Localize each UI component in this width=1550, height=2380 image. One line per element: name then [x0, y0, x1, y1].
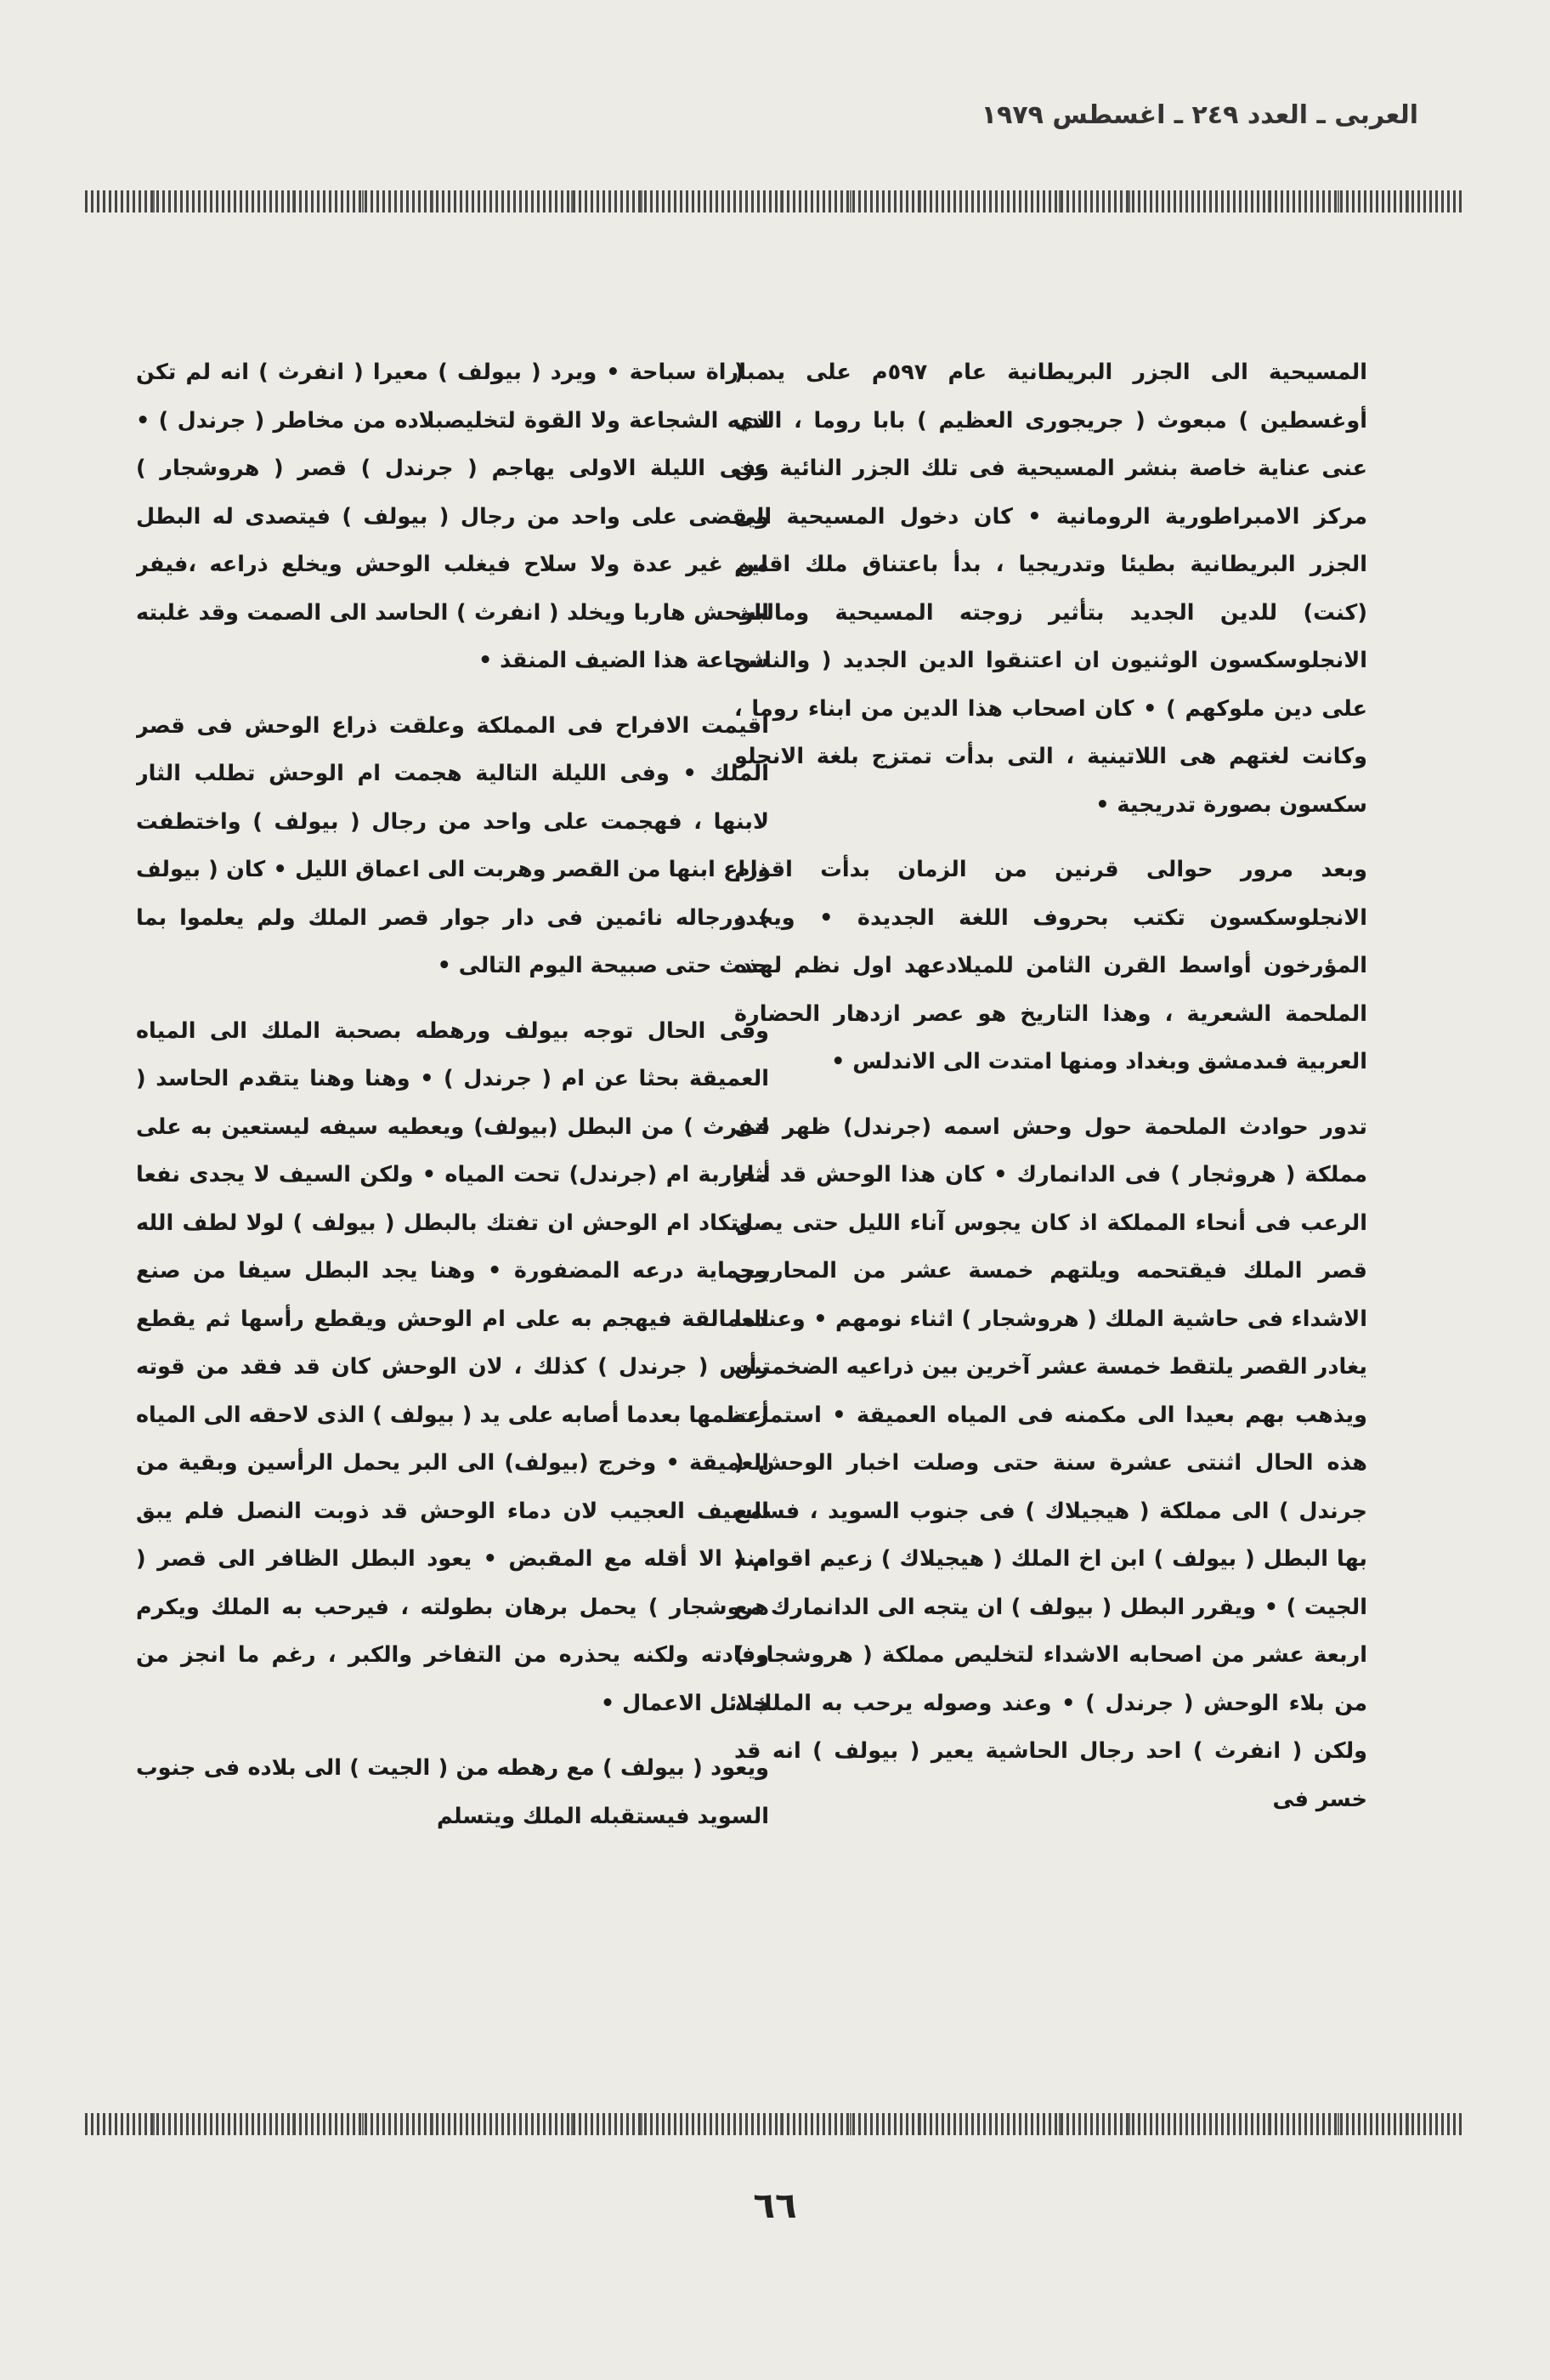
paragraph: وبعد مرور حوالى قرنين من الزمان بدأت اقوام الانجلوسكسون تكتب بحروف اللغة الجديدة • ويحدد المؤرخون أواسط القرن الثامن للميلادعهد اول نظم لهذه الملحمة الشعرية ، وهذا التاريخ هو عصر ازدهار الحضارة العربية فىدمشق وبغداد ومنها امتدت الى الاندلس •: [734, 857, 1367, 1074]
article-column-left: [136, 348, 769, 2066]
paragraph: اقيمت الافراح فى المملكة وعلقت ذراع الوحش فى قصر الملك • وفى الليلة التالية هجمت ام الوحش تطلب الثار لابنها ، فهجمت على واحد من رجال ( بيولف ) واختطفت ذراع ابنها من القصر وهربت الى اعماق الليل • كان ( بيولف ) ورجاله نائمين فى دار جوار قصر الملك ولم يعلموا بما حدث حتى صبيحة اليوم التالى •: [136, 712, 769, 978]
running-header: العربى ـ العدد ٢٤٩ ـ اغسطس ١٩٧٩: [981, 100, 1418, 130]
page-number: ٦٦: [753, 2184, 797, 2226]
bottom-divider-rule: [85, 2113, 1465, 2135]
paragraph: المسيحية الى الجزر البريطانية عام ٥٩٧م على يد ( أوغسطين ) مبعوث ( جريجورى العظيم ) بابا روما ، الذى عنى عناية خاصة بنشر المسيحية فى تلك الجزر النائية عن مركز الامبراطورية الرومانية • كان دخول المسيحية الى الجزر البريطانية بطيئا وتدريجيا ، بدأ باعتناق ملك اقليم (كنت) للدين الجديد بتأثير زوجته المسيحية ومالبث الانجلوسكسون الوثنيون ان اعتنقوا الدين الجديد ( والناس على دين ملوكهم ) • كان اصحاب هذا الدين من ابناء روما ، وكانت لغتهم هى اللاتينية ، التى بدأت تمتزج بلغة الانجلو سكسون بصورة تدريجية •: [734, 360, 1367, 818]
article-column-right: [734, 348, 1367, 2066]
paragraph: تدور حوادث الملحمة حول وحش اسمه (جرندل) ظهر فى مملكة ( هروثجار ) فى الدانمارك • كان هذا الوحش قد أثار الرعب فى أنحاء المملكة اذ كان يجوس آناء الليل حتى يصل قصر الملك فيقتحمه ويلتهم خمسة عشر من المحاربين الاشداء فى حاشية الملك ( هروشجار ) اثناء نومهم • وعندما يغادر القصر يلتقط خمسة عشر آخرين بين ذراعيه الضخمتين ويذهب بهم بعيدا الى مكمنه فى المياه العميقة • استمرت هذه الحال اثنتى عشرة سنة حتى وصلت اخبار الوحش ( جرندل ) الى مملكة ( هيجيلاك ) فى جنوب السويد ، فسمع بها البطل ( بيولف ) ابن اخ الملك ( هيجيلاك ) زعيم اقوام ( الجيت ) • ويقرر البطل ( بيولف ) ان يتجه الى الدانمارك مع اربعة عشر من اصحابه الاشداء لتخليص مملكة ( هروشجار ) من بلاء الوحش ( جرندل ) • وعند وصوله يرحب به الملك ، ولكن ( انفرث ) احد رجال الحاشية يعير ( بيولف ) انه قد خسر فى: [734, 1114, 1367, 1812]
paragraph: وفى الحال توجه بيولف ورهطه بصحبة الملك الى المياه العميقة بحثا عن ام ( جرندل ) • وهنا وهنا يتقدم الحاسد ( انفرث ) من البطل (بيولف) ويعطيه سيفه ليستعين به على محاربة ام (جرندل) تحت المياه • ولكن السيف لا يجدى نفعا ، وتكاد ام الوحش ان تفتك بالبطل ( بيولف ) لولا لطف الله وحماية درعه المضفورة • وهنا يجد البطل سيفا من صنع العمالقة فيهجم به على ام الوحش ويقطع رأسها ثم يقطع رأس ( جرندل ) كذلك ، لان الوحش كان قد فقد من قوته أعظمها بعدما أصابه على يد ( بيولف ) الذى لاحقه الى المياه العميقة • وخرج (بيولف) الى البر يحمل الرأسين وبقية من السيف العجيب لان دماء الوحش قد ذوبت النصل فلم يبق منه الا أقله مع المقبض • يعود البطل الظافر الى قصر ( هروشجار ) يحمل برهان بطولته ، فيرحب به الملك ويكرم وفادته ولكنه يحذره من التفاخر والكبر ، رغم ما انجز من جلائل الاعمال •: [136, 1017, 769, 1716]
paragraph: ويعود ( بيولف ) مع رهطه من ( الجيت ) الى بلاده فى جنوب السويد فيستقبله الملك ويتسلم: [136, 1755, 769, 1829]
paragraph: مباراة سباحة • ويرد ( بيولف ) معيرا ( انفرث ) انه لم تكن لديه الشجاعة ولا القوة لتخليصبلاده من مخاطر ( جرندل ) • وفى الليلة الاولى يهاجم ( جرندل ) قصر ( هروشجار ) ويقضى على واحد من رجال ( بيولف ) فيتصدى له البطل من غير عدة ولا سلاح فيغلب الوحش ويخلع ذراعه ،فيفر الوحش هاربا ويخلد ( انفرث ) الحاسد الى الصمت وقد غلبته شجاعة هذا الضيف المنقذ •: [136, 360, 769, 673]
top-divider-rule: [85, 190, 1465, 212]
